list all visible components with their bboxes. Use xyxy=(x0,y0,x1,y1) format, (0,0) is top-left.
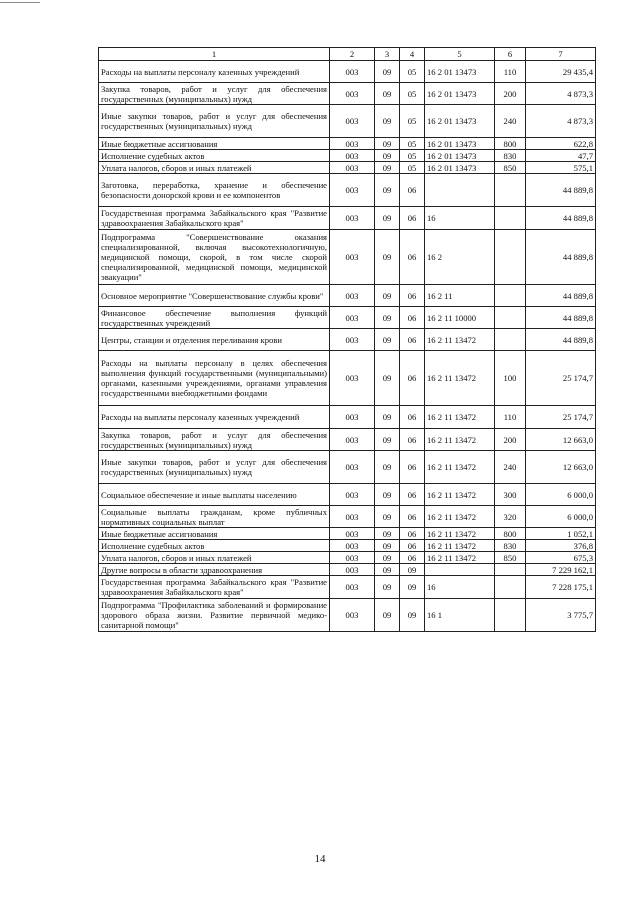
ministry-code: 003 xyxy=(330,540,375,552)
section-code: 09 xyxy=(375,564,400,576)
subsection-code: 05 xyxy=(400,61,425,83)
row-description: Уплата налогов, сборов и иных платежей xyxy=(99,162,330,174)
expense-type-code: 320 xyxy=(495,506,526,528)
table-header-row xyxy=(99,48,596,61)
amount-value: 376,8 xyxy=(526,540,596,552)
amount-value: 44 889,8 xyxy=(526,307,596,329)
row-description: Исполнение судебных актов xyxy=(99,150,330,162)
expense-type-code: 110 xyxy=(495,61,526,83)
table-row xyxy=(99,174,596,207)
target-article-code: 16 2 xyxy=(425,230,495,285)
amount-value: 29 435,4 xyxy=(526,61,596,83)
target-article-code: 16 xyxy=(425,576,495,599)
expense-type-code xyxy=(495,329,526,351)
subsection-code: 05 xyxy=(400,83,425,105)
subsection-code: 09 xyxy=(400,576,425,599)
column-header: 1 xyxy=(99,48,330,61)
ministry-code: 003 xyxy=(330,162,375,174)
row-description: Иные закупки товаров, работ и услуг для обеспечения государственных (муниципальных) нужд xyxy=(99,451,330,484)
expense-type-code: 200 xyxy=(495,429,526,451)
target-article-code: 16 2 11 13472 xyxy=(425,484,495,506)
amount-value: 44 889,8 xyxy=(526,230,596,285)
ministry-code: 003 xyxy=(330,150,375,162)
column-header: 6 xyxy=(495,48,526,61)
amount-value: 25 174,7 xyxy=(526,351,596,406)
table-row xyxy=(99,150,596,162)
target-article-code: 16 2 01 13473 xyxy=(425,162,495,174)
amount-value: 6 000,0 xyxy=(526,484,596,506)
table-row xyxy=(99,506,596,528)
table-row xyxy=(99,599,596,632)
section-code: 09 xyxy=(375,484,400,506)
ministry-code: 003 xyxy=(330,576,375,599)
table-row xyxy=(99,162,596,174)
target-article-code: 16 2 01 13473 xyxy=(425,150,495,162)
expense-type-code xyxy=(495,307,526,329)
column-header: 3 xyxy=(375,48,400,61)
expense-type-code xyxy=(495,207,526,230)
ministry-code: 003 xyxy=(330,599,375,632)
amount-value: 4 873,3 xyxy=(526,105,596,138)
row-description: Закупка товаров, работ и услуг для обеспечения государственных (муниципальных) нужд xyxy=(99,429,330,451)
target-article-code: 16 2 11 13472 xyxy=(425,552,495,564)
amount-value: 47,7 xyxy=(526,150,596,162)
ministry-code: 003 xyxy=(330,61,375,83)
section-code: 09 xyxy=(375,174,400,207)
target-article-code: 16 2 01 13473 xyxy=(425,138,495,150)
ministry-code: 003 xyxy=(330,230,375,285)
row-description: Расходы на выплаты персоналу казенных учреждений xyxy=(99,61,330,83)
subsection-code: 06 xyxy=(400,528,425,540)
target-article-code xyxy=(425,174,495,207)
table-row xyxy=(99,406,596,429)
row-description: Государственная программа Забайкальского края "Развитие здравоохранения Забайкальского края" xyxy=(99,576,330,599)
subsection-code: 05 xyxy=(400,150,425,162)
target-article-code: 16 2 01 13473 xyxy=(425,105,495,138)
table-row xyxy=(99,207,596,230)
subsection-code: 06 xyxy=(400,351,425,406)
table-row xyxy=(99,540,596,552)
amount-value: 44 889,8 xyxy=(526,285,596,307)
subsection-code: 09 xyxy=(400,599,425,632)
amount-value: 7 229 162,1 xyxy=(526,564,596,576)
section-code: 09 xyxy=(375,61,400,83)
subsection-code: 06 xyxy=(400,484,425,506)
section-code: 09 xyxy=(375,285,400,307)
expense-type-code xyxy=(495,285,526,307)
table-row xyxy=(99,451,596,484)
section-code: 09 xyxy=(375,576,400,599)
section-code: 09 xyxy=(375,307,400,329)
row-description: Иные бюджетные ассигнования xyxy=(99,138,330,150)
section-code: 09 xyxy=(375,599,400,632)
amount-value: 675,3 xyxy=(526,552,596,564)
table-row xyxy=(99,307,596,329)
row-description: Социальные выплаты гражданам, кроме публичных нормативных социальных выплат xyxy=(99,506,330,528)
target-article-code: 16 2 11 13472 xyxy=(425,406,495,429)
column-header: 5 xyxy=(425,48,495,61)
amount-value: 575,1 xyxy=(526,162,596,174)
expense-type-code: 240 xyxy=(495,451,526,484)
budget-table xyxy=(98,47,596,632)
subsection-code: 06 xyxy=(400,429,425,451)
subsection-code: 06 xyxy=(400,285,425,307)
ministry-code: 003 xyxy=(330,552,375,564)
table-row xyxy=(99,552,596,564)
expense-type-code xyxy=(495,230,526,285)
table-row xyxy=(99,564,596,576)
column-header: 4 xyxy=(400,48,425,61)
scan-edge-mark xyxy=(0,2,40,3)
subsection-code: 09 xyxy=(400,564,425,576)
target-article-code: 16 2 11 13472 xyxy=(425,329,495,351)
subsection-code: 06 xyxy=(400,506,425,528)
amount-value: 44 889,8 xyxy=(526,174,596,207)
subsection-code: 06 xyxy=(400,307,425,329)
expense-type-code: 110 xyxy=(495,406,526,429)
section-code: 09 xyxy=(375,406,400,429)
amount-value: 3 775,7 xyxy=(526,599,596,632)
row-description: Исполнение судебных актов xyxy=(99,540,330,552)
column-header: 7 xyxy=(526,48,596,61)
expense-type-code: 830 xyxy=(495,150,526,162)
target-article-code: 16 2 11 13472 xyxy=(425,528,495,540)
subsection-code: 06 xyxy=(400,174,425,207)
subsection-code: 06 xyxy=(400,540,425,552)
ministry-code: 003 xyxy=(330,406,375,429)
row-description: Государственная программа Забайкальского края "Развитие здравоохранения Забайкальского края" xyxy=(99,207,330,230)
section-code: 09 xyxy=(375,230,400,285)
section-code: 09 xyxy=(375,451,400,484)
table-row xyxy=(99,576,596,599)
subsection-code: 06 xyxy=(400,230,425,285)
section-code: 09 xyxy=(375,552,400,564)
ministry-code: 003 xyxy=(330,83,375,105)
amount-value: 6 000,0 xyxy=(526,506,596,528)
table-row xyxy=(99,351,596,406)
table-row xyxy=(99,484,596,506)
ministry-code: 003 xyxy=(330,285,375,307)
table-row xyxy=(99,83,596,105)
section-code: 09 xyxy=(375,162,400,174)
expense-type-code xyxy=(495,576,526,599)
target-article-code: 16 2 11 13472 xyxy=(425,451,495,484)
row-description: Основное мероприятие "Совершенствование службы крови" xyxy=(99,285,330,307)
section-code: 09 xyxy=(375,506,400,528)
row-description: Центры, станции и отделения переливания крови xyxy=(99,329,330,351)
page-number: 14 xyxy=(314,853,326,865)
ministry-code: 003 xyxy=(330,138,375,150)
expense-type-code: 850 xyxy=(495,552,526,564)
row-description: Другие вопросы в области здравоохранения xyxy=(99,564,330,576)
row-description: Иные закупки товаров, работ и услуг для обеспечения государственных (муниципальных) нужд xyxy=(99,105,330,138)
section-code: 09 xyxy=(375,138,400,150)
expense-type-code: 800 xyxy=(495,138,526,150)
section-code: 09 xyxy=(375,329,400,351)
section-code: 09 xyxy=(375,429,400,451)
row-description: Иные бюджетные ассигнования xyxy=(99,528,330,540)
amount-value: 12 663,0 xyxy=(526,451,596,484)
target-article-code: 16 1 xyxy=(425,599,495,632)
row-description: Расходы на выплаты персоналу казенных учреждений xyxy=(99,406,330,429)
row-description: Социальное обеспечение и иные выплаты населению xyxy=(99,484,330,506)
target-article-code xyxy=(425,564,495,576)
subsection-code: 06 xyxy=(400,406,425,429)
subsection-code: 05 xyxy=(400,105,425,138)
target-article-code: 16 2 11 10000 xyxy=(425,307,495,329)
expense-type-code: 830 xyxy=(495,540,526,552)
target-article-code: 16 2 11 13472 xyxy=(425,351,495,406)
table-body xyxy=(99,61,596,632)
ministry-code: 003 xyxy=(330,307,375,329)
table-row xyxy=(99,61,596,83)
ministry-code: 003 xyxy=(330,484,375,506)
subsection-code: 05 xyxy=(400,162,425,174)
amount-value: 4 873,3 xyxy=(526,83,596,105)
target-article-code: 16 2 01 13473 xyxy=(425,83,495,105)
table-row xyxy=(99,528,596,540)
target-article-code: 16 2 01 13473 xyxy=(425,61,495,83)
ministry-code: 003 xyxy=(330,329,375,351)
table-row xyxy=(99,138,596,150)
row-description: Подпрограмма "Совершенствование оказания специализированной, включая высокотехнологичную, медицинской помощи, скорой, в том числе скорой специализированной, медицинской помощи, медицинской эвакуации" xyxy=(99,230,330,285)
expense-type-code: 240 xyxy=(495,105,526,138)
subsection-code: 06 xyxy=(400,207,425,230)
expense-type-code: 300 xyxy=(495,484,526,506)
table-row xyxy=(99,329,596,351)
row-description: Финансовое обеспечение выполнения функций государственных учреждений xyxy=(99,307,330,329)
column-header: 2 xyxy=(330,48,375,61)
section-code: 09 xyxy=(375,528,400,540)
subsection-code: 06 xyxy=(400,552,425,564)
ministry-code: 003 xyxy=(330,207,375,230)
row-description: Уплата налогов, сборов и иных платежей xyxy=(99,552,330,564)
subsection-code: 06 xyxy=(400,451,425,484)
target-article-code: 16 2 11 13472 xyxy=(425,540,495,552)
amount-value: 44 889,8 xyxy=(526,207,596,230)
target-article-code: 16 2 11 13472 xyxy=(425,429,495,451)
table-row xyxy=(99,105,596,138)
section-code: 09 xyxy=(375,150,400,162)
row-description: Подпрограмма "Профилактика заболеваний и формирование здорового образа жизни. Развитие первичной медико-санитарной помощи" xyxy=(99,599,330,632)
ministry-code: 003 xyxy=(330,105,375,138)
table-row xyxy=(99,285,596,307)
ministry-code: 003 xyxy=(330,429,375,451)
expense-type-code: 800 xyxy=(495,528,526,540)
ministry-code: 003 xyxy=(330,506,375,528)
ministry-code: 003 xyxy=(330,564,375,576)
target-article-code: 16 2 11 xyxy=(425,285,495,307)
expense-type-code: 100 xyxy=(495,351,526,406)
row-description: Заготовка, переработка, хранение и обеспечение безопасности донорской крови и ее компонентов xyxy=(99,174,330,207)
section-code: 09 xyxy=(375,207,400,230)
subsection-code: 05 xyxy=(400,138,425,150)
expense-type-code xyxy=(495,599,526,632)
target-article-code: 16 xyxy=(425,207,495,230)
amount-value: 12 663,0 xyxy=(526,429,596,451)
expense-type-code: 850 xyxy=(495,162,526,174)
amount-value: 7 228 175,1 xyxy=(526,576,596,599)
amount-value: 25 174,7 xyxy=(526,406,596,429)
section-code: 09 xyxy=(375,351,400,406)
section-code: 09 xyxy=(375,83,400,105)
subsection-code: 06 xyxy=(400,329,425,351)
row-description: Расходы на выплаты персоналу в целях обеспечения выполнения функций государственными (муниципальными) органами, казенными учреждениями, органами управления государственными внебюджетными фондами xyxy=(99,351,330,406)
section-code: 09 xyxy=(375,540,400,552)
ministry-code: 003 xyxy=(330,528,375,540)
amount-value: 622,8 xyxy=(526,138,596,150)
ministry-code: 003 xyxy=(330,451,375,484)
expense-type-code xyxy=(495,564,526,576)
ministry-code: 003 xyxy=(330,351,375,406)
row-description: Закупка товаров, работ и услуг для обеспечения государственных (муниципальных) нужд xyxy=(99,83,330,105)
table-row xyxy=(99,429,596,451)
expense-type-code xyxy=(495,174,526,207)
section-code: 09 xyxy=(375,105,400,138)
amount-value: 44 889,8 xyxy=(526,329,596,351)
expense-type-code: 200 xyxy=(495,83,526,105)
ministry-code: 003 xyxy=(330,174,375,207)
table-row xyxy=(99,230,596,285)
amount-value: 1 052,1 xyxy=(526,528,596,540)
target-article-code: 16 2 11 13472 xyxy=(425,506,495,528)
